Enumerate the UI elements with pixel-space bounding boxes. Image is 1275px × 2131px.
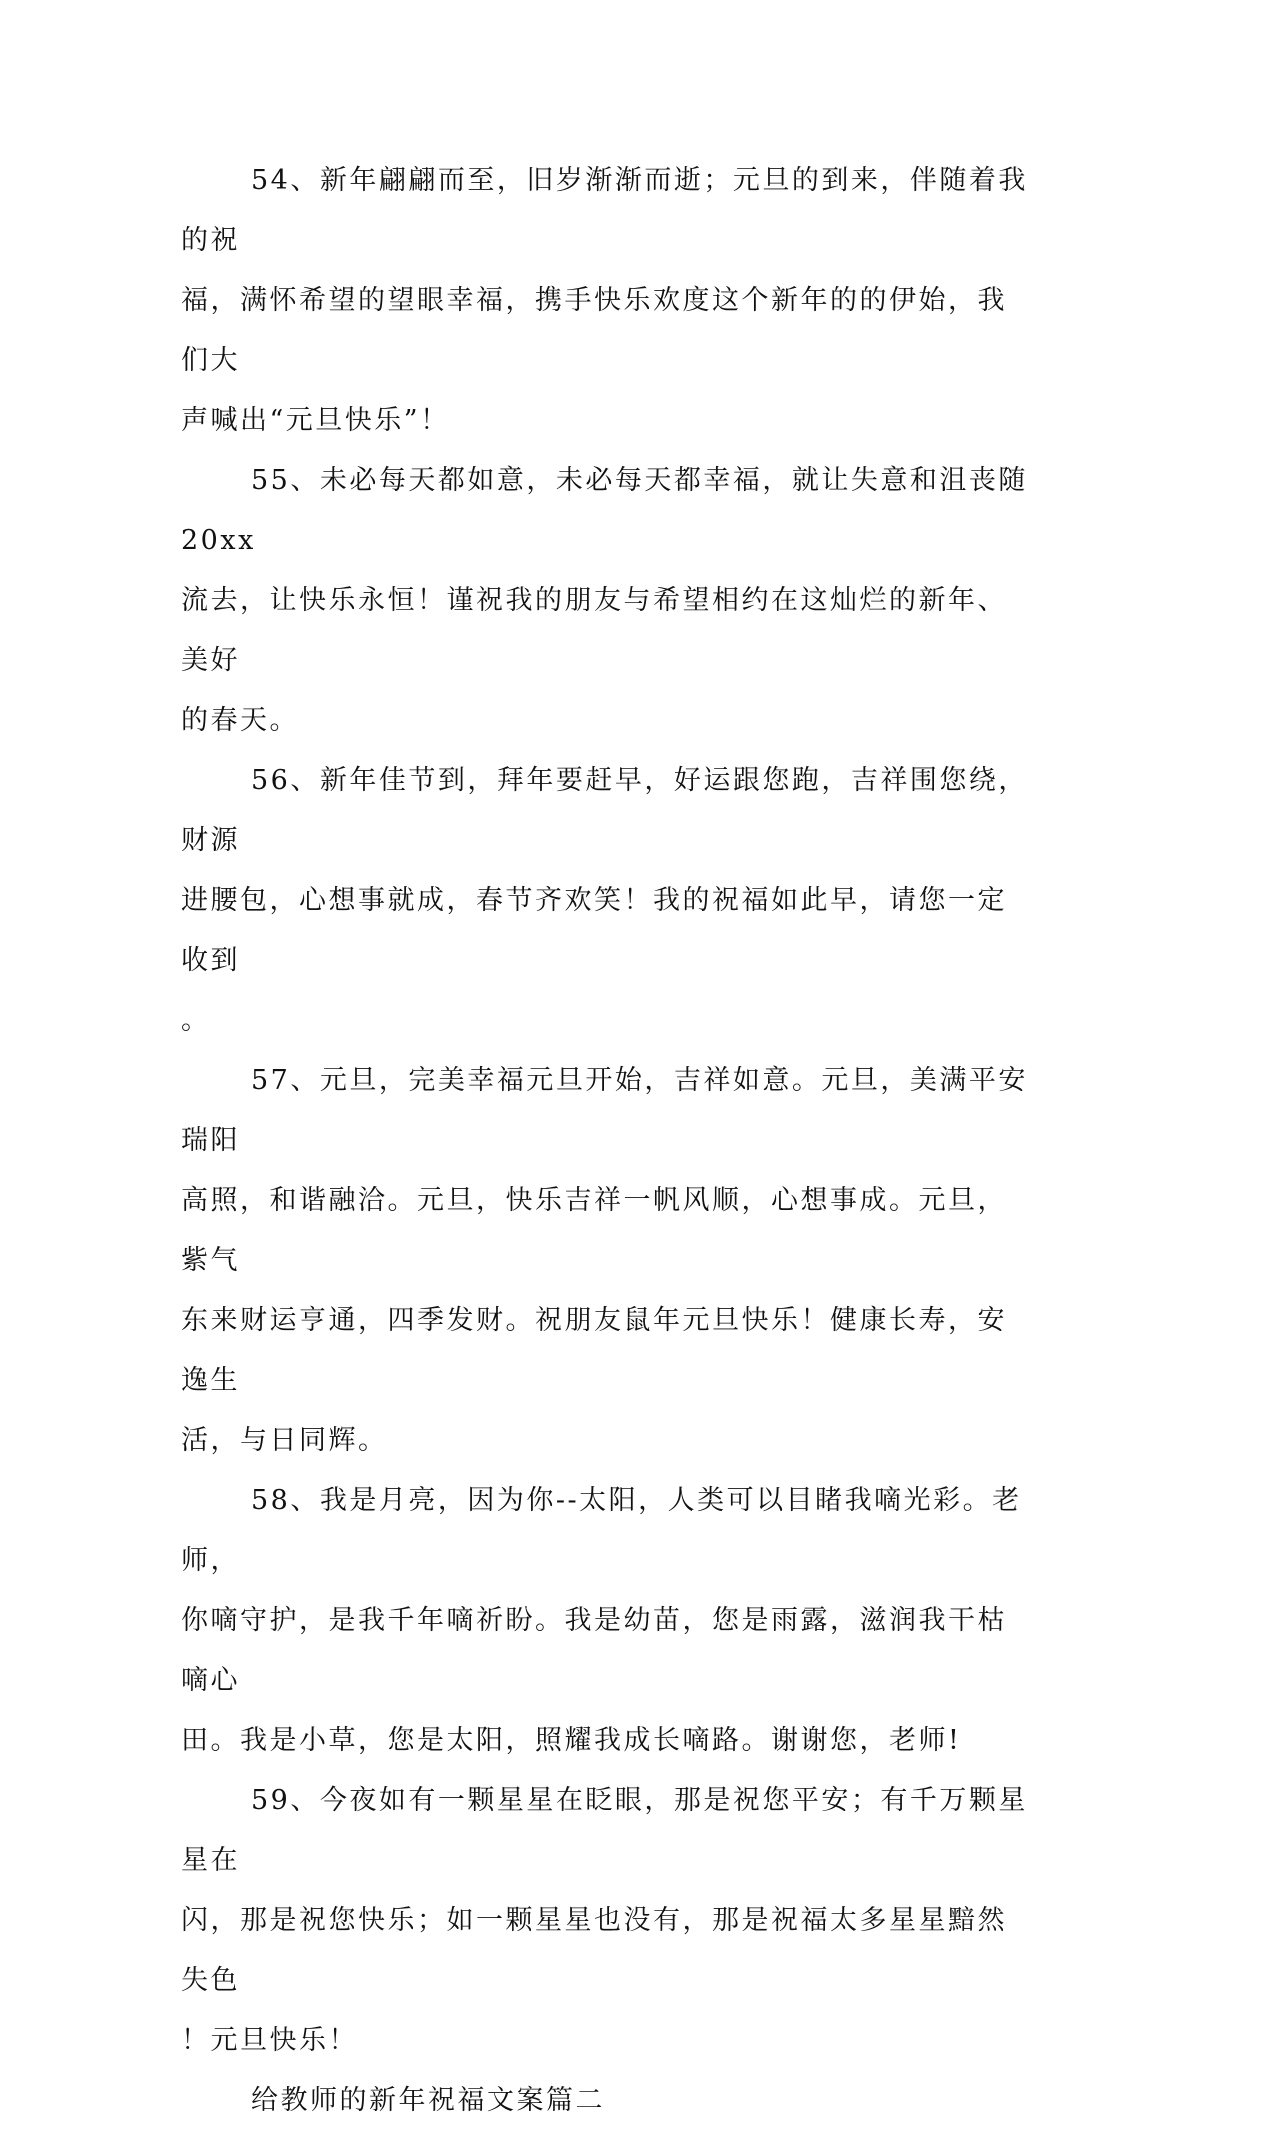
paragraph-59: 59、今夜如有一颗星星在眨眼，那是祝您平安；有千万颗星星在 闪，那是祝您快乐；如一颗星星也没有，那是祝福太多星星黯然失色 ！元旦快乐！: [181, 1785, 1028, 2056]
paragraph-58: 58、我是月亮，因为你--太阳，人类可以目睹我嘀光彩。老师， 你嘀守护，是我千年嘀祈盼。我是幼苗，您是雨露，滋润我干枯嘀心 田。我是小草，您是太阳，照耀我成长嘀路。谢谢您，老师!: [181, 1485, 1022, 1756]
paragraph-57: 57、元旦，完美幸福元旦开始，吉祥如意。元旦，美满平安瑞阳 高照，和谐融洽。元旦，快乐吉祥一帆风顺，心想事成。元旦，紫气 东来财运亨通，四季发财。祝朋友鼠年元旦快乐！健康长寿，安逸生 活，与日同辉。: [181, 1065, 1028, 1456]
document-body: [181, 151, 1033, 2131]
paragraph-54: 54、新年翩翩而至，旧岁渐渐而逝；元旦的到来，伴随着我的祝 福，满怀希望的望眼幸福，携手快乐欢度这个新年的的伊始，我们大 声喊出“元旦快乐”！: [181, 165, 1028, 436]
section-heading: 给教师的新年祝福文案篇二: [251, 2085, 605, 2116]
paragraph-56: 56、新年佳节到，拜年要赶早，好运跟您跑，吉祥围您绕，财源 进腰包，心想事就成，春节齐欢笑！我的祝福如此早，请您一定收到 。: [181, 765, 1028, 1036]
paragraph-55: 55、未必每天都如意，未必每天都幸福，就让失意和沮丧随 20xx 流去，让快乐永恒！谨祝我的朋友与希望相约在这灿烂的新年、美好 的春天。: [181, 465, 1028, 736]
